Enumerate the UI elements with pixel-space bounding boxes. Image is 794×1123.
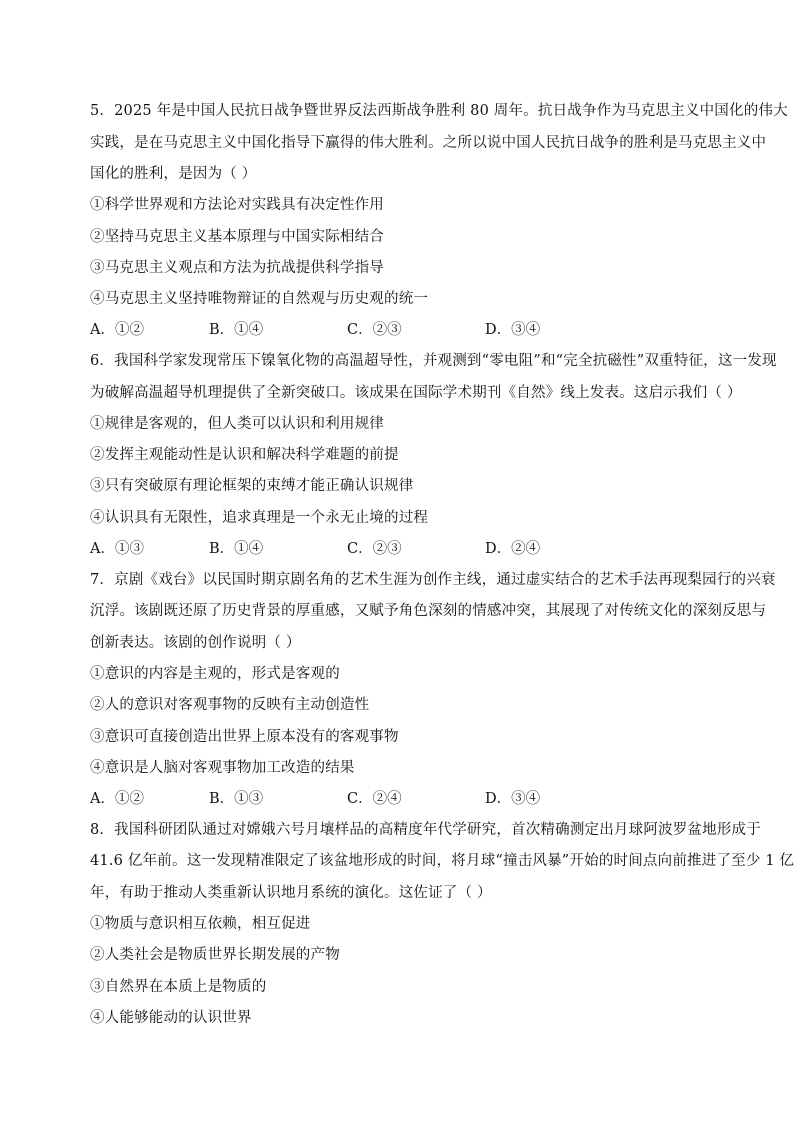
question-7-stem-line-1: 7．京剧《戏台》以民国时期京剧名角的艺术生涯为创作主线，通过虚实结合的艺术手法再现梨园行的兴衰 [90,572,776,588]
question-7-statement-3: ③意识可直接创造出世界上原本没有的客观事物 [90,729,399,745]
question-6-option-d: D．②④ [485,541,541,557]
question-5-statement-2: ②坚持马克思主义基本原理与中国实际相结合 [90,229,384,245]
question-7-stem-line-2: 沉浮。该剧既还原了历史背景的厚重感，又赋予角色深刻的情感冲突，其展现了对传统文化的深刻反思与 [90,603,767,619]
question-6-statement-4: ④认识具有无限性，追求真理是一个永无止境的过程 [90,510,429,526]
question-5-statement-3: ③马克思主义观点和方法为抗战提供科学指导 [90,260,384,276]
question-6-statement-1: ①规律是客观的，但人类可以认识和利用规律 [90,416,384,432]
question-7-option-a: A．①② [90,791,144,807]
question-6-stem-line-2: 为破解高温超导机理提供了全新突破口。该成果在国际学术期刊《自然》线上发表。这启示我们（ ） [90,385,742,401]
question-6-stem-line-1: 6．我国科学家发现常压下镍氧化物的高温超导性，并观测到“零电阻”和“完全抗磁性”双重特征，这一发现 [90,353,777,369]
question-8-statement-4: ④人能够能动的认识世界 [90,1010,252,1026]
question-8-stem-line-2: 41.6 亿年前。这一发现精准限定了该盆地形成的时间，将月球“撞击风暴”开始的时间点向前推进了至少 1 亿 [90,853,794,869]
question-5-option-c: C．②③ [347,322,402,338]
question-6-option-b: B．①④ [209,541,264,557]
question-7-option-b: B．①③ [209,791,264,807]
question-6-statement-2: ②发挥主观能动性是认识和解决科学难题的前提 [90,447,399,463]
question-7-option-c: C．②④ [347,791,402,807]
question-8-statement-1: ①物质与意识相互依赖，相互促进 [90,916,311,932]
question-5-stem-line-2: 实践，是在马克思主义中国化指导下赢得的伟大胜利。之所以说中国人民抗日战争的胜利是马克思主义中 [90,135,767,151]
question-6-option-a: A．①③ [90,541,144,557]
question-8-stem-line-3: 年，有助于推动人类重新认识地月系统的演化。这佐证了（ ） [90,885,492,901]
question-8-stem-line-1: 8．我国科研团队通过对嫦娥六号月壤样品的高精度年代学研究，首次精确测定出月球阿波罗盆地形成于 [90,822,761,838]
question-6-option-c: C．②③ [347,541,402,557]
question-5-option-d: D．③④ [485,322,541,338]
question-6-statement-3: ③只有突破原有理论框架的束缚才能正确认识规律 [90,478,414,494]
question-5-statement-1: ①科学世界观和方法论对实践具有决定性作用 [90,197,384,213]
question-7-stem-line-3: 创新表达。该剧的创作说明（ ） [90,635,301,651]
question-5-option-b: B．①④ [209,322,264,338]
question-5-option-a: A．①② [90,322,144,338]
question-7-statement-2: ②人的意识对客观事物的反映有主动创造性 [90,697,370,713]
question-5-stem-line-1: 5．2025 年是中国人民抗日战争暨世界反法西斯战争胜利 80 周年。抗日战争作为马克思主义中国化的伟大 [90,103,788,119]
question-8-statement-2: ②人类社会是物质世界长期发展的产物 [90,947,340,963]
question-7-statement-4: ④意识是人脑对客观事物加工改造的结果 [90,760,355,776]
question-5-stem-line-3: 国化的胜利，是因为（ ） [90,166,257,182]
question-7-statement-1: ①意识的内容是主观的，形式是客观的 [90,666,340,682]
question-8-statement-3: ③自然界在本质上是物质的 [90,979,267,995]
question-5-statement-4: ④马克思主义坚持唯物辩证的自然观与历史观的统一 [90,291,429,307]
question-7-option-d: D．③④ [485,791,541,807]
